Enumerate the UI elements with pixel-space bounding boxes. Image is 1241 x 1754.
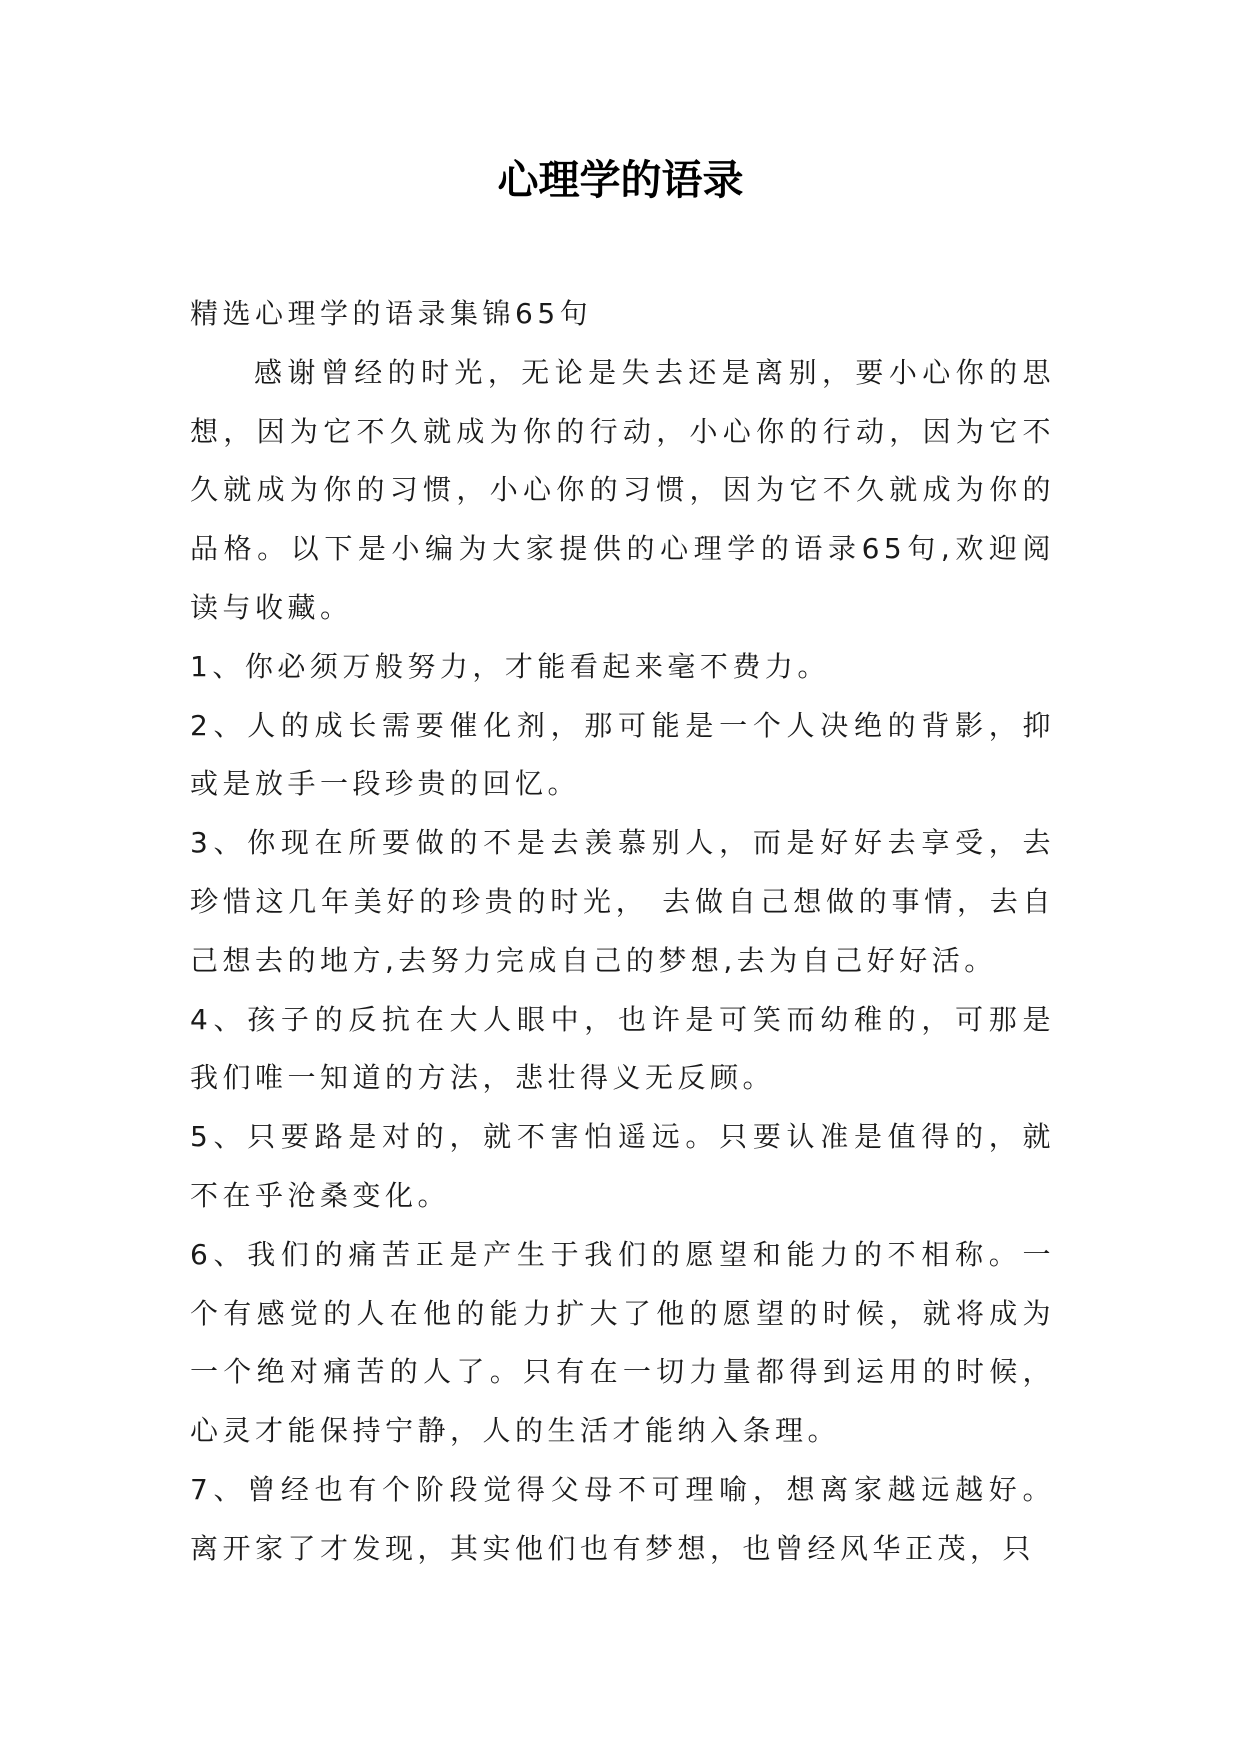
quote-paragraph: 4、孩子的反抗在大人眼中，也许是可笑而幼稚的，可那是我们唯一知道的方法，悲壮得义无反顾。 [190, 1002, 1055, 1095]
quote-paragraph: 1、你必须万般努力，才能看起来毫不费力。 [190, 649, 830, 683]
document-body [190, 285, 1055, 1579]
quote-paragraph: 6、我们的痛苦正是产生于我们的愿望和能力的不相称。一个有感觉的人在他的能力扩大了他的愿望的时候，就将成为一个绝对痛苦的人了。只有在一切力量都得到运用的时候，心灵才能保持宁静，人的生活才能纳入条理。 [190, 1237, 1055, 1448]
quote-paragraph: 7、曾经也有个阶段觉得父母不可理喻，想离家越远越好。离开家了才发现，其实他们也有梦想，也曾经风华正茂，只 [190, 1472, 1055, 1565]
intro-paragraph: 感谢曾经的时光，无论是失去还是离别，要小心你的思想，因为它不久就成为你的行动，小心你的行动，因为它不久就成为你的习惯，小心你的习惯，因为它不久就成为你的品格。以下是小编为大家提供的心理学的语录65句,欢迎阅读与收藏。 [190, 355, 1055, 624]
document-title: 心理学的语录 [497, 156, 744, 204]
quote-paragraph: 2、人的成长需要催化剂，那可能是一个人决绝的背影，抑或是放手一段珍贵的回忆。 [190, 708, 1055, 801]
document-subtitle: 精选心理学的语录集锦65句 [190, 297, 593, 330]
quote-paragraph: 5、只要路是对的，就不害怕遥远。只要认准是值得的，就不在乎沧桑变化。 [190, 1120, 1055, 1212]
quote-paragraph: 3、你现在所要做的不是去羡慕别人，而是好好去享受，去珍惜这几年美好的珍贵的时光， 去做自己想做的事情，去自己想去的地方,去努力完成自己的梦想,去为自己好好活。 [190, 826, 1055, 977]
